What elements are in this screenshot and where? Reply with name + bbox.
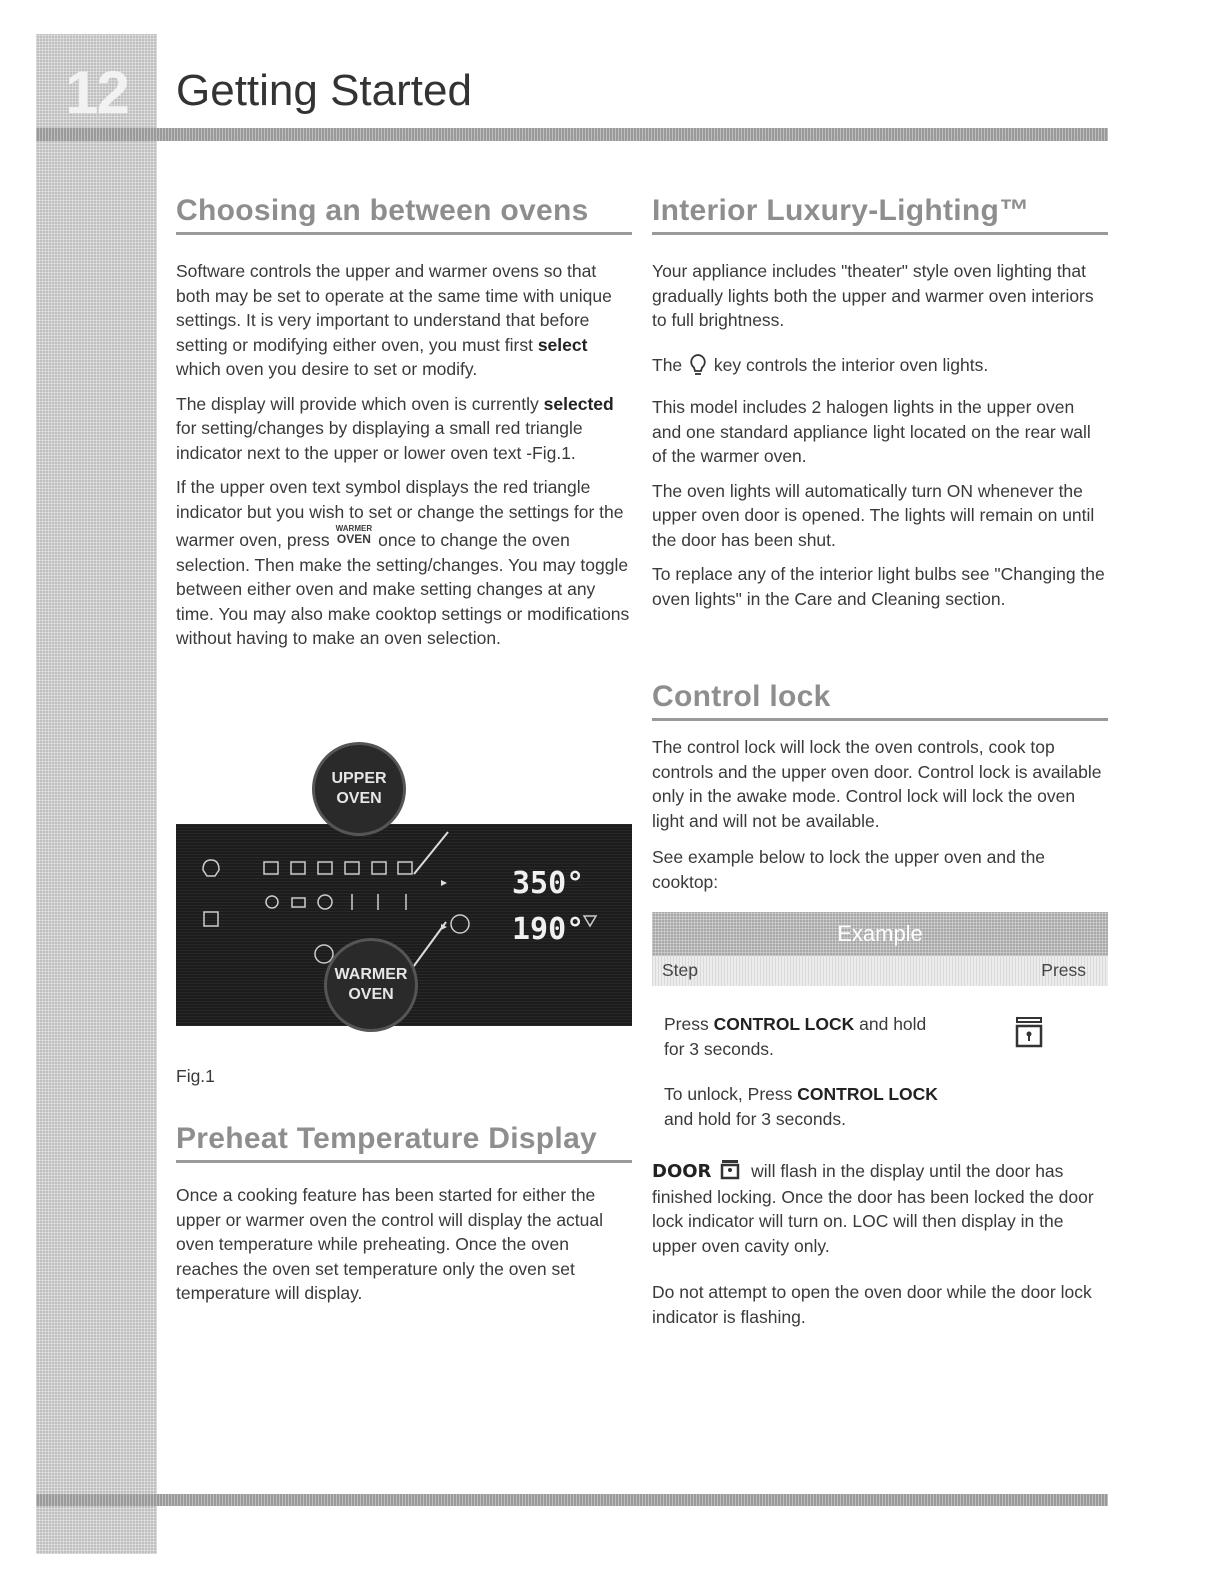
- light-bulb-icon: [689, 353, 707, 377]
- press-column-label: Press: [1041, 960, 1086, 980]
- example-header: Example: [652, 912, 1108, 956]
- choosing-section: [176, 194, 632, 651]
- section-heading: Choosing an between ovens: [176, 194, 632, 235]
- lighting-section: [652, 194, 1108, 611]
- control-panel-figure: [176, 742, 632, 1032]
- paragraph: This model includes 2 halogen lights in the upper oven and one standard appliance light located on the rear wall of the warmer oven.: [652, 397, 1091, 466]
- paragraph: If the upper oven text symbol displays the red triangle indicator but you wish to set or change the settings for the warmer oven, press WARMER OVEN once to change the oven selection. Then make the setting/changes. You may toggle between either oven and make setting changes at any time. You may also make cooktop settings or modifications without having to make an oven selection.: [176, 477, 630, 648]
- page-number: 12: [65, 59, 128, 126]
- example-column-header: [652, 956, 1108, 986]
- page-title: Getting Started: [176, 66, 472, 115]
- sidebar-pattern: [36, 34, 157, 1554]
- example-step-unlock: To unlock, Press CONTROL LOCK and hold for 3 seconds.: [664, 1084, 938, 1129]
- door-lock-icon: [720, 1158, 740, 1180]
- section-heading: Preheat Temperature Display: [176, 1122, 632, 1163]
- paragraph: Do not attempt to open the oven door while the door lock indicator is flashing.: [652, 1282, 1092, 1327]
- control-lock-section: [652, 680, 1108, 894]
- example-step-lock: Press CONTROL LOCK and hold for 3 seconds.: [664, 1014, 927, 1059]
- paragraph: The control lock will lock the oven controls, cook top controls and the upper oven door. Control lock is available only in the awake mode. Control lock will lock the oven light and will not be available.: [652, 737, 1102, 831]
- warmer-oven-temp-display: 190°: [512, 912, 585, 947]
- paragraph: To replace any of the interior light bulbs see "Changing the oven lights" in the Care and Cleaning section.: [652, 564, 1105, 609]
- section-heading: Control lock: [652, 680, 1108, 721]
- step-column-label: Step: [662, 960, 698, 980]
- control-lock-icon: [1014, 1012, 1044, 1050]
- paragraph: The key controls the interior oven lights.: [652, 354, 989, 375]
- door-lock-paragraph: DOOR will flash in the display until the door has finished locking. Once the door has been locked the door lock indicator will turn on. LOC will then display in the upper oven cavity only.: [652, 1158, 1108, 1258]
- warmer-oven-key-icon: WARMER OVEN: [335, 524, 373, 546]
- paragraph: Once a cooking feature has been started for either the upper or warmer oven the control will display the actual oven temperature while preheating. Once the oven reaches the oven set temperature only the oven set temperature will display.: [176, 1185, 604, 1303]
- paragraph: The oven lights will automatically turn ON whenever the upper oven door is opened. The lights will remain on until the door has been shut.: [652, 480, 1095, 550]
- upper-oven-callout: UPPER OVEN: [312, 742, 406, 836]
- paragraph: See example below to lock the upper oven and the cooktop:: [652, 847, 1046, 892]
- paragraph: Software controls the upper and warmer ovens so that both may be set to operate at the same time with unique settings. It is very important to understand that before setting or modifying either oven, you must first select which oven you desire to set or modify.: [176, 261, 612, 379]
- upper-oven-temp-display: 350°: [512, 866, 585, 901]
- door-indicator-label: DOOR: [652, 1161, 712, 1182]
- warmer-oven-callout: WARMER OVEN: [324, 938, 418, 1032]
- section-heading: Interior Luxury-Lighting™: [652, 194, 1108, 235]
- paragraph: Your appliance includes "theater" style oven lighting that gradually lights both the upper and warmer oven interiors to full brightness.: [652, 261, 1094, 330]
- paragraph: The display will provide which oven is currently selected for setting/changes by displaying a small red triangle indicator next to the upper or lower oven text -Fig.1.: [176, 393, 614, 463]
- figure-caption: Fig.1: [176, 1066, 215, 1086]
- preheat-section: [176, 1122, 632, 1306]
- footer-rule: [36, 1494, 1108, 1506]
- header-rule: [36, 128, 1108, 141]
